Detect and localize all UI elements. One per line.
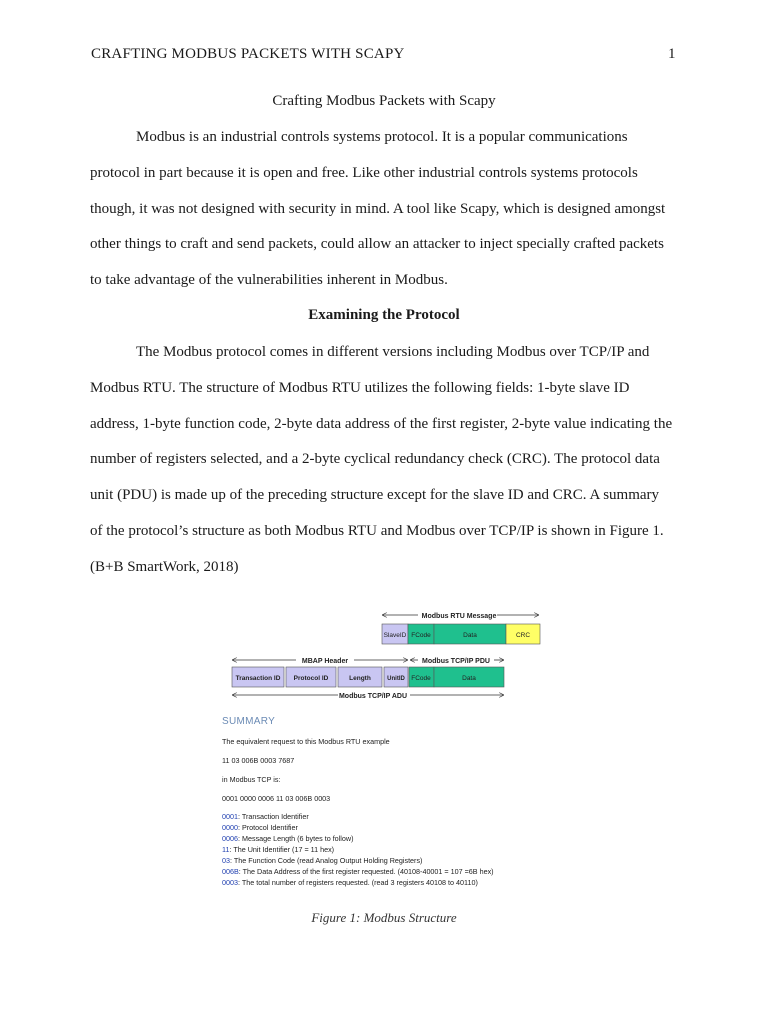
tcp-adu-label: Modbus TCP/IP ADU [338, 693, 408, 700]
rtu-example: 11 03 006B 0003 7687 [222, 756, 295, 765]
paragraph-line: other things to craft and send packets, could allow an attacker to inject specially crafted packets [90, 236, 664, 253]
field-item: 0006: Message Length (6 bytes to follow) [222, 834, 354, 843]
paragraph-line: of the protocol’s structure as both Modbus RTU and Modbus over TCP/IP is shown in Figure 1. [90, 522, 664, 539]
rtu-field-label: CRC [515, 632, 531, 639]
paragraph-line: (B+B SmartWork, 2018) [90, 558, 239, 575]
paragraph-line: address, 1-byte function code, 2-byte data address of the first register, 2-byte value indicating the [90, 415, 673, 432]
paragraph-line: The Modbus protocol comes in different versions including Modbus over TCP/IP and [136, 344, 650, 360]
paragraph-line: unit (PDU) is made up of the preceding structure except for the slave ID and CRC. A summary [90, 487, 660, 504]
tcp-field-label: Length [349, 675, 371, 682]
paragraph-line: Modbus RTU. The structure of Modbus RTU utilizes the following fields: 1-byte slave ID [90, 379, 630, 396]
intro-paragraph [90, 120, 682, 299]
tcp-field-label: Data [462, 675, 476, 682]
paragraph-line: protocol in part because it is open and free. Like other industrial controls systems protocols [90, 164, 638, 181]
field-item: 0000: Protocol Identifier [222, 823, 298, 832]
tcp-pdu-label: Modbus TCP/IP PDU [422, 658, 490, 665]
modbus-structure-figure [222, 604, 552, 899]
paragraph-line: to take advantage of the vulnerabilities inherent in Modbus. [90, 272, 448, 289]
tcp-field-label: FCode [411, 675, 431, 682]
paragraph-line: though, it was not designed with security in mind. A tool like Scapy, which is designed amongst [90, 200, 666, 217]
rtu-field-label: FCode [411, 632, 431, 639]
summary-title: SUMMARY [222, 716, 276, 727]
document-title: Crafting Modbus Packets with Scapy [272, 93, 496, 109]
body-paragraph [90, 335, 682, 586]
field-item: 0001: Transaction Identifier [222, 812, 309, 821]
tcp-field-label: Transaction ID [235, 675, 281, 682]
paragraph-line: number of registers selected, and a 2-byte cyclical redundancy check (CRC). The protocol data [90, 451, 660, 468]
field-item: 03: The Function Code (read Analog Output Holding Registers) [222, 856, 423, 865]
paragraph-line: Modbus is an industrial controls systems protocol. It is a popular communications [136, 129, 628, 145]
section-heading: Examining the Protocol [308, 307, 460, 323]
tcp-example: 0001 0000 0006 11 03 006B 0003 [222, 794, 331, 803]
rtu-field-label: Data [463, 632, 477, 639]
mbap-header-label: MBAP Header [301, 658, 349, 665]
summary-text: in Modbus TCP is: [222, 775, 281, 784]
field-item: 006B: The Data Address of the first register requested. (40108-40001 = 107 =6B hex) [222, 867, 494, 876]
rtu-message-label: Modbus RTU Message [421, 613, 497, 620]
summary-text: The equivalent request to this Modbus RTU example [222, 737, 390, 746]
tcp-field-label: UnitID [387, 676, 405, 682]
field-item: 11: The Unit Identifier (17 = 11 hex) [222, 845, 335, 854]
running-head: CRAFTING MODBUS PACKETS WITH SCAPY [91, 46, 405, 62]
page-number: 1 [668, 46, 676, 62]
modbus-frame-diagram [222, 604, 552, 709]
figure-caption: Figure 1: Modbus Structure [311, 910, 457, 925]
tcp-field-label: Protocol ID [293, 675, 329, 682]
rtu-field-label: SlaveID [383, 632, 407, 639]
field-item: 0003: The total number of registers requested. (read 3 registers 40108 to 40110) [222, 878, 478, 887]
